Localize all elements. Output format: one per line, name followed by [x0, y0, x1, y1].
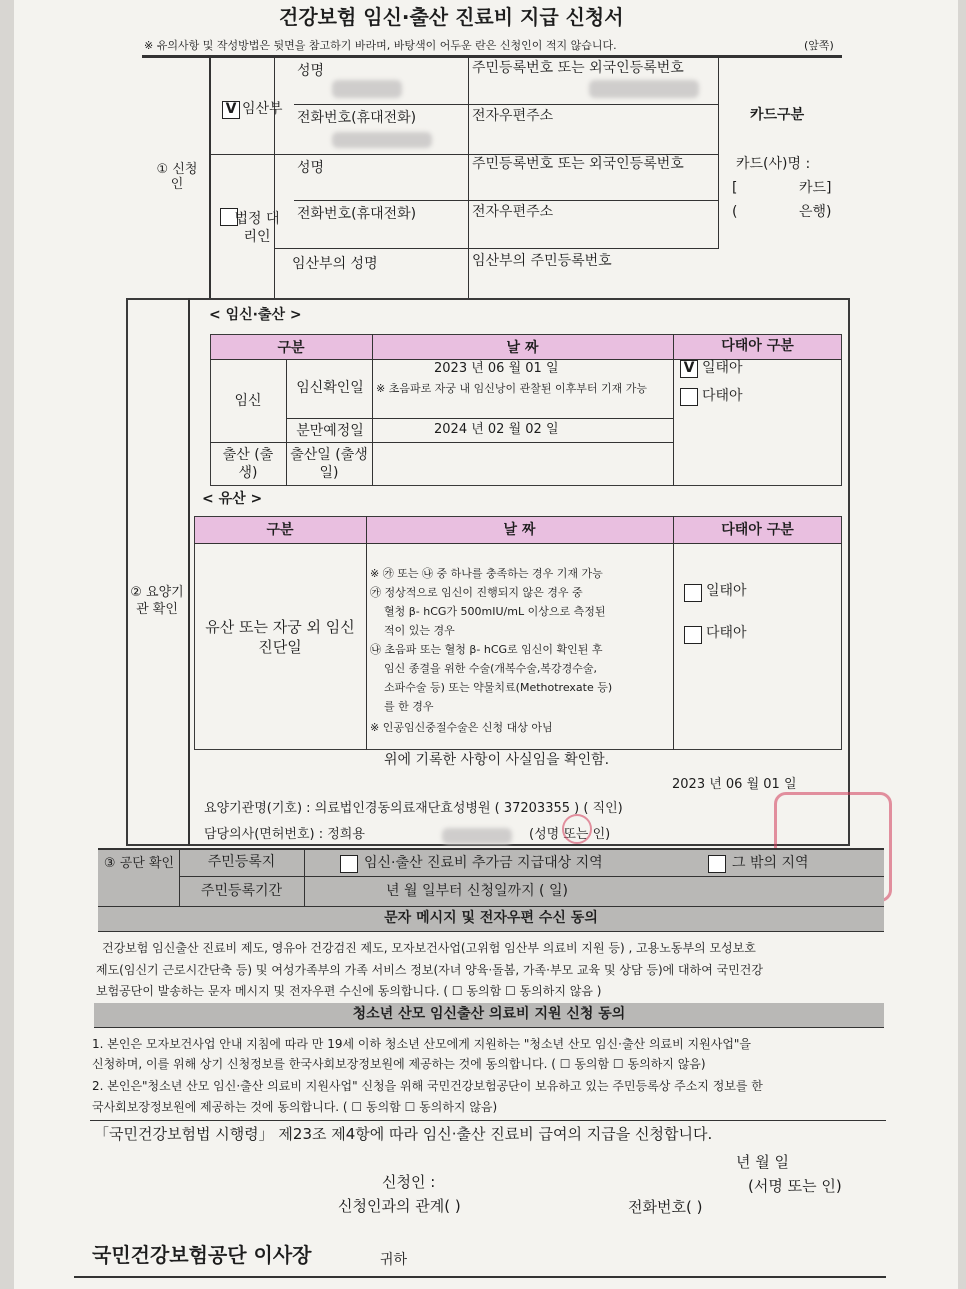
- confirm-date: 2023 년 06 월 01 일: [434, 361, 559, 376]
- guardian-email-label: 전자우편주소: [472, 204, 554, 220]
- pregnancy-heading: < 임신·출산 >: [209, 307, 302, 323]
- misc-note-7: 를 한 경우: [384, 700, 434, 713]
- single-label: 일태아: [702, 360, 743, 376]
- pregnant-name-2-label: 임산부의 성명: [292, 256, 378, 272]
- sms-consent-line-2: 보험공단이 발송하는 문자 메시지 및 전자우편 수신에 동의합니다. ( ☐ 동의함 ☐ 동의하지 않음 ): [96, 984, 602, 998]
- sms-consent-title: 문자 메시지 및 전자우편 수신 동의: [384, 910, 598, 926]
- doctor-seal-stamp: [562, 814, 592, 844]
- birth-day-label: 출산일 (출생일): [290, 447, 368, 482]
- confirm-statement: 위에 기록한 사항이 사실임을 확인함.: [384, 752, 610, 768]
- misc-note-5: 임신 종결을 위한 수술(개복수술,복강경수술,: [384, 662, 598, 675]
- guardian-rrn-label: 주민등록번호 또는 외국인등록번호: [472, 156, 684, 172]
- recipient: 국민건강보험공단 이사장: [92, 1243, 312, 1267]
- medical-section-label: ② 요양기관 확인: [130, 585, 184, 617]
- institution-line: 요양기관명(기호) : 의료법인경동의료재단효성병원 ( 37203355 ) ( 직인): [204, 801, 623, 816]
- pregnant-checkbox[interactable]: V: [222, 101, 240, 119]
- card-bracket-open: [: [732, 180, 738, 196]
- preg-col-type: 구분: [277, 340, 305, 356]
- other-area-checkbox[interactable]: [708, 855, 726, 873]
- guardian-name-label: 성명: [297, 160, 325, 176]
- card-name-label: 카드(사)명 :: [736, 156, 811, 172]
- application-statement: 「국민건강보험법 시행령」 제23조 제4항에 따라 임신·출산 진료비 급여의 지급을 신청합니다.: [94, 1125, 713, 1143]
- multi-checkbox[interactable]: [680, 388, 698, 406]
- recipient-honorific: 귀하: [380, 1252, 408, 1268]
- misc-col-multi: 다태아 구분: [721, 522, 794, 538]
- front-side-label: (앞쪽): [804, 39, 834, 52]
- other-area-label: 그 밖의 지역: [732, 855, 809, 871]
- teen-consent-title: 청소년 산모 임신출산 의료비 지원 신청 동의: [352, 1006, 626, 1022]
- confirm-note: ※ 초음파로 자궁 내 임신낭이 관찰된 이후부터 기재 가능: [376, 382, 647, 395]
- applicant-sign-label: 신청인 :: [382, 1173, 436, 1191]
- footer-rule: [74, 1276, 886, 1278]
- misc-col-type: 구분: [266, 522, 294, 538]
- teen-consent-line-2: 2. 본인은"청소년 산모 임신·출산 의료비 지원사업" 신청을 위해 국민건강보험공단이 보유하고 있는 주민등록상 주소지 정보를 한: [92, 1079, 763, 1093]
- misc-note-6: 소파수술 등) 또는 약물치료(Methotrexate 등): [384, 681, 613, 694]
- guardian-label: 법정 대리인: [234, 211, 280, 246]
- redacted-name: [332, 80, 402, 98]
- sms-consent-line-0: 건강보험 임신출산 진료비 제도, 영유아 건강검진 제도, 모자보건사업(고위험 임산부 의료비 지원 등) , 고용노동부의 모성보호: [102, 941, 756, 955]
- resident-period-value: 년 월 일부터 신청일까지 ( 일): [386, 883, 568, 899]
- header-rule: [142, 55, 842, 58]
- misc-note-4: ㉯ 초음파 또는 혈청 β- hCG로 임신이 확인된 후: [370, 643, 603, 656]
- teen-consent-line-1: 신청하며, 이를 위해 상기 신청정보를 한국사회보장정보원에 제공하는 것에 동의합니다. ( ☐ 동의함 ☐ 동의하지 않음): [92, 1057, 706, 1071]
- misc-note-8: ※ 인공임신중절수술은 신청 대상 아님: [370, 721, 553, 734]
- nhis-section-label: ③ 공단 확인: [103, 856, 175, 871]
- card-suffix: 카드]: [799, 180, 832, 196]
- bank-suffix: 은행): [799, 204, 832, 220]
- due-day-label: 분만예정일: [296, 423, 364, 439]
- birth-label: 출산 (출생): [222, 447, 274, 482]
- misc-note-1: ㉮ 정상적으로 임신이 진행되지 않은 경우 중: [370, 586, 583, 599]
- misc-single-checkbox[interactable]: [684, 584, 702, 602]
- guardian-phone-label: 전화번호(휴대전화): [297, 206, 417, 222]
- single-checkbox[interactable]: V: [680, 360, 698, 378]
- confirm-signdate: 2023 년 06 월 01 일: [672, 777, 797, 792]
- misc-note-3: 적이 있는 경우: [384, 624, 455, 637]
- resident-period-label: 주민등록기간: [200, 883, 283, 899]
- misc-single-label: 일태아: [706, 583, 747, 599]
- preg-col-date: 날 짜: [506, 340, 539, 356]
- teen-consent-line-0: 1. 본인은 모자보건사업 안내 지침에 따라 만 19세 이하 청소년 산모에게 지원하는 "청소년 산모 임신·출산 의료비 지원사업"을: [92, 1037, 752, 1051]
- pregnant-email-label: 전자우편주소: [472, 108, 554, 124]
- misc-note-0: ※ ㉮ 또는 ㉯ 중 하나를 충족하는 경우 기재 가능: [370, 567, 603, 580]
- pregnant-rrn-2-label: 임산부의 주민등록번호: [472, 253, 612, 269]
- doctor-line: 담당의사(면허번호) : 정희용: [204, 827, 365, 842]
- extra-area-label: 임신·출산 진료비 추가금 지급대상 지역: [364, 855, 603, 871]
- relation-field: 신청인과의 관계( ): [338, 1197, 461, 1215]
- pregnant-phone-label: 전화번호(휴대전화): [297, 110, 417, 126]
- miscarriage-heading: < 유산 >: [202, 491, 263, 507]
- redacted-rrn: [589, 80, 699, 98]
- due-date: 2024 년 02 월 02 일: [434, 422, 559, 437]
- form-paper: [14, 0, 958, 1289]
- pregnant-name-label: 성명: [297, 63, 325, 79]
- phone-field: 전화번호( ): [628, 1198, 703, 1216]
- bank-open: (: [732, 204, 738, 220]
- form-notice: ※ 유의사항 및 작성방법은 뒷면을 참고하기 바라며, 바탕색이 어두운 란은 신청인이 적지 않습니다.: [144, 39, 617, 52]
- preg-col-multi: 다태아 구분: [721, 338, 794, 354]
- applicant-section-label: ① 신청인: [156, 162, 198, 192]
- resident-addr-label: 주민등록지: [207, 854, 276, 870]
- misc-multi-label: 다태아: [706, 625, 747, 641]
- confirm-day-label: 임신확인일: [296, 380, 364, 396]
- sms-consent-line-1: 제도(임신기 근로시간단축 등) 및 여성가족부의 가족 서비스 정보(자녀 양육·돌봄, 가족·부모 교육 및 상담 등)에 대하여 국민건강: [96, 963, 763, 977]
- pregnant-label: 임산부: [242, 101, 283, 117]
- form-title: 건강보험 임신·출산 진료비 지급 신청서: [279, 5, 624, 29]
- application-date: 년 월 일: [736, 1153, 790, 1171]
- misc-multi-checkbox[interactable]: [684, 626, 702, 644]
- redacted-phone: [332, 132, 432, 148]
- card-title: 카드구분: [750, 107, 805, 123]
- miscarriage-label: 유산 또는 자궁 외 임신 진단일: [205, 618, 355, 657]
- misc-note-2: 혈청 β- hCG가 500mIU/mL 이상으로 측정된: [384, 605, 606, 618]
- sign-or-seal-label: (서명 또는 인): [748, 1177, 842, 1195]
- misc-col-date: 날 짜: [503, 522, 536, 538]
- teen-consent-line-3: 국사회보장정보원에 제공하는 것에 동의합니다. ( ☐ 동의함 ☐ 동의하지 않음): [92, 1100, 498, 1114]
- pregnant-rrn-label: 주민등록번호 또는 외국인등록번호: [472, 60, 684, 76]
- doctor-sign-label: (성명 또는 인): [529, 827, 611, 842]
- redacted-license: [442, 828, 512, 844]
- extra-area-checkbox[interactable]: [340, 855, 358, 873]
- multi-label: 다태아: [702, 388, 743, 404]
- pregnancy-label: 임신: [234, 393, 262, 409]
